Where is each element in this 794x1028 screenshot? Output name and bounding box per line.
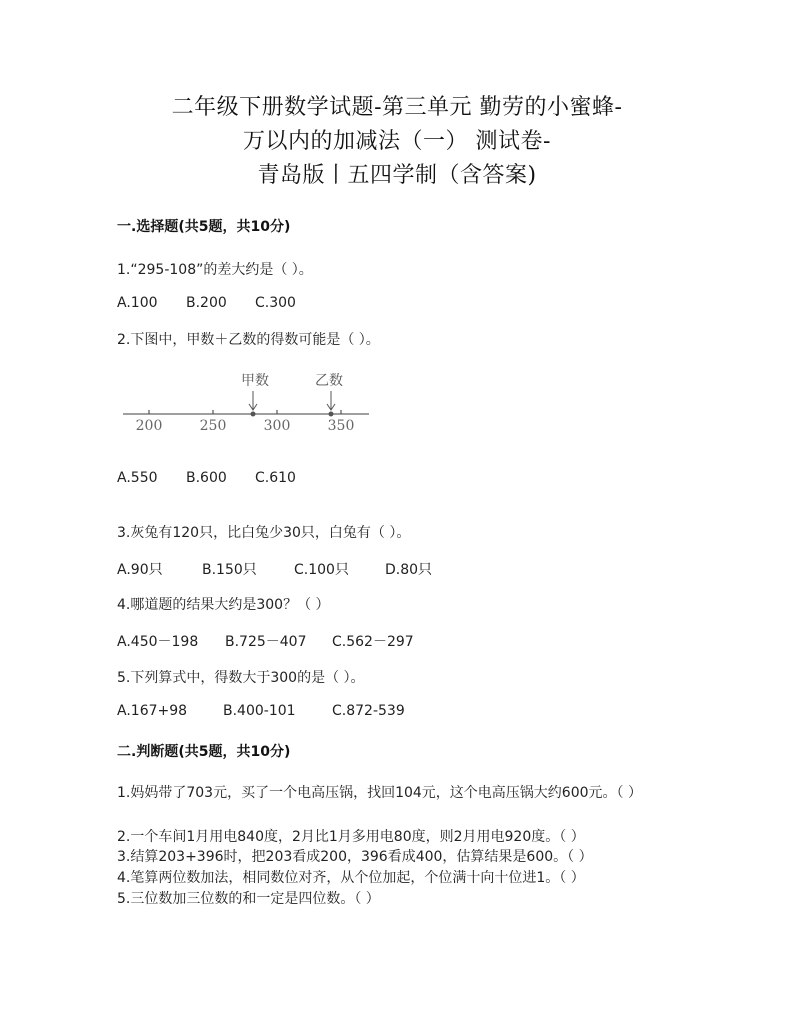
tick-label-300: 300 bbox=[263, 418, 291, 434]
label-yi: 乙数 bbox=[315, 373, 343, 389]
question-5: 5.下列算式中，得数大于300的是（ ）。 bbox=[117, 670, 365, 686]
question-2: 2.下图中，甲数＋乙数的得数可能是（ ）。 bbox=[117, 332, 380, 348]
option-a: A.550 bbox=[117, 470, 158, 486]
option-b: B.400-101 bbox=[223, 703, 296, 719]
section-1-heading: 一.选择题(共5题，共10分) bbox=[117, 219, 291, 235]
title-line-2: 万以内的加减法（一） 测试卷- bbox=[243, 129, 551, 154]
section-2-heading: 二.判断题(共5题，共10分) bbox=[117, 744, 291, 760]
point-jia bbox=[251, 412, 256, 417]
option-d: D.80只 bbox=[385, 562, 433, 578]
tick-label-250: 250 bbox=[199, 418, 227, 434]
tick-label-350: 350 bbox=[327, 418, 355, 434]
option-a: A.100 bbox=[117, 295, 158, 311]
judge-item-5: 5.三位数加三位数的和一定是四位数。（ ） bbox=[117, 891, 380, 907]
option-b: B.600 bbox=[186, 470, 227, 486]
title-line-3: 青岛版丨五四学制（含答案) bbox=[257, 163, 537, 188]
option-c: C.562－297 bbox=[332, 634, 414, 650]
label-jia: 甲数 bbox=[241, 373, 269, 389]
option-c: C.100只 bbox=[294, 562, 349, 578]
option-c: C.610 bbox=[255, 470, 296, 486]
option-a: A.450－198 bbox=[117, 634, 199, 650]
judge-item-3: 3.结算203+396时，把203看成200，396看成400，估算结果是600。（ ） bbox=[117, 849, 593, 865]
option-a: A.167+98 bbox=[117, 703, 188, 719]
judge-item-1: 1.妈妈带了703元，买了一个电高压锅，找回104元，这个电高压锅大约600元。（ ） bbox=[117, 785, 642, 801]
point-yi bbox=[329, 412, 334, 417]
tick-label-200: 200 bbox=[135, 418, 163, 434]
judge-item-4: 4.笔算两位数加法，相同数位对齐，从个位加起，个位满十向十位进1。（ ） bbox=[117, 870, 585, 886]
option-b: B.200 bbox=[186, 295, 227, 311]
option-a: A.90只 bbox=[117, 562, 163, 578]
question-1: 1.“295-108”的差大约是（ ）。 bbox=[117, 262, 313, 278]
title-line-1: 二年级下册数学试题-第三单元 勤劳的小蜜蜂- bbox=[171, 95, 623, 120]
question-4: 4.哪道题的结果大约是300？（ ） bbox=[117, 597, 330, 613]
judge-item-2: 2.一个车间1月用电840度，2月比1月多用电80度，则2月用电920度。（ ） bbox=[117, 829, 585, 845]
option-b: B.150只 bbox=[202, 562, 257, 578]
option-c: C.300 bbox=[255, 295, 296, 311]
number-line-figure bbox=[117, 364, 377, 436]
question-3: 3.灰兔有120只，比白兔少30只，白兔有（ ）。 bbox=[117, 525, 411, 541]
option-c: C.872-539 bbox=[332, 703, 405, 719]
option-b: B.725－407 bbox=[225, 634, 307, 650]
